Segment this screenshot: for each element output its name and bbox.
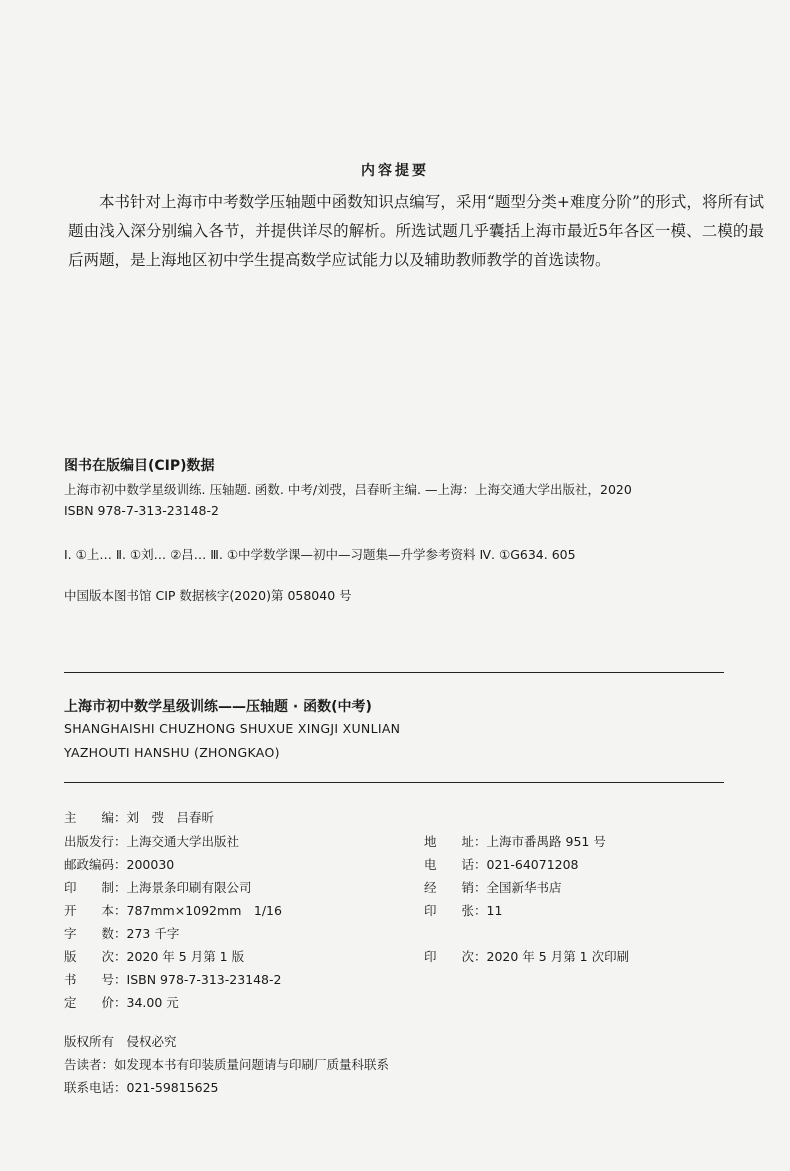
info-printing: 印 次：2020 年 5 月第 1 次印刷 bbox=[424, 949, 630, 964]
info-phone: 电 话：021-64071208 bbox=[424, 857, 579, 872]
info-publisher: 出版发行：上海交通大学出版社 bbox=[64, 834, 240, 849]
summary-heading: 内容提要 bbox=[361, 163, 429, 179]
book-title-pinyin-line1: SHANGHAISHI CHUZHONG SHUXUE XINGJI XUNLIAN bbox=[64, 721, 401, 736]
info-price: 定 价：34.00 元 bbox=[64, 995, 179, 1010]
cip-verification: 中国版本图书馆 CIP 数据核字(2020)第 058040 号 bbox=[64, 588, 352, 603]
reader-notice: 告读者：如发现本书有印装质量问题请与印刷厂质量科联系 bbox=[64, 1057, 390, 1072]
info-isbn: 书 号：ISBN 978-7-313-23148-2 bbox=[64, 972, 282, 987]
info-distributor: 经 销：全国新华书店 bbox=[424, 880, 562, 895]
info-edition: 版 次：2020 年 5 月第 1 版 bbox=[64, 949, 245, 964]
cip-classification: Ⅰ. ①上… Ⅱ. ①刘… ②吕… Ⅲ. ①中学数学课—初中—习题集—升学参考资料 Ⅳ. ①G634. 605 bbox=[64, 547, 576, 562]
info-format: 开 本：787mm×1092mm 1/16 bbox=[64, 903, 282, 918]
info-postcode: 邮政编码：200030 bbox=[64, 857, 175, 872]
cip-heading: 图书在版编目(CIP)数据 bbox=[64, 458, 215, 474]
info-address: 地 址：上海市番禺路 951 号 bbox=[424, 834, 606, 849]
cip-isbn: ISBN 978-7-313-23148-2 bbox=[64, 503, 219, 518]
info-printer: 印 制：上海景条印刷有限公司 bbox=[64, 880, 252, 895]
info-word-count: 字 数：273 千字 bbox=[64, 926, 180, 941]
info-sheets: 印 张：11 bbox=[424, 903, 503, 918]
cip-catalog-line: 上海市初中数学星级训练. 压轴题. 函数. 中考/刘弢，吕春昕主编. —上海：上海交通大学出版社，2020 bbox=[64, 482, 632, 497]
divider-line bbox=[64, 782, 724, 783]
book-title-chinese: 上海市初中数学星级训练——压轴题 · 函数(中考) bbox=[64, 699, 372, 715]
contact-phone: 联系电话：021-59815625 bbox=[64, 1080, 219, 1095]
rights-statement: 版权所有 侵权必究 bbox=[64, 1034, 177, 1049]
summary-text: 本书针对上海市中考数学压轴题中函数知识点编写，采用“题型分类+难度分阶”的形式，将所有试题由浅入深分别编入各节，并提供详尽的解析。所选试题几乎囊括上海市最近5年各区一模、二模的最后两题，是上海地区初中学生提高数学应试能力以及辅助教师教学的首选读物。 bbox=[68, 193, 764, 269]
book-title-pinyin-line2: YAZHOUTI HANSHU (ZHONGKAO) bbox=[64, 745, 280, 760]
divider-line bbox=[64, 672, 724, 673]
info-editor: 主 编：刘 弢 吕春昕 bbox=[64, 810, 215, 825]
